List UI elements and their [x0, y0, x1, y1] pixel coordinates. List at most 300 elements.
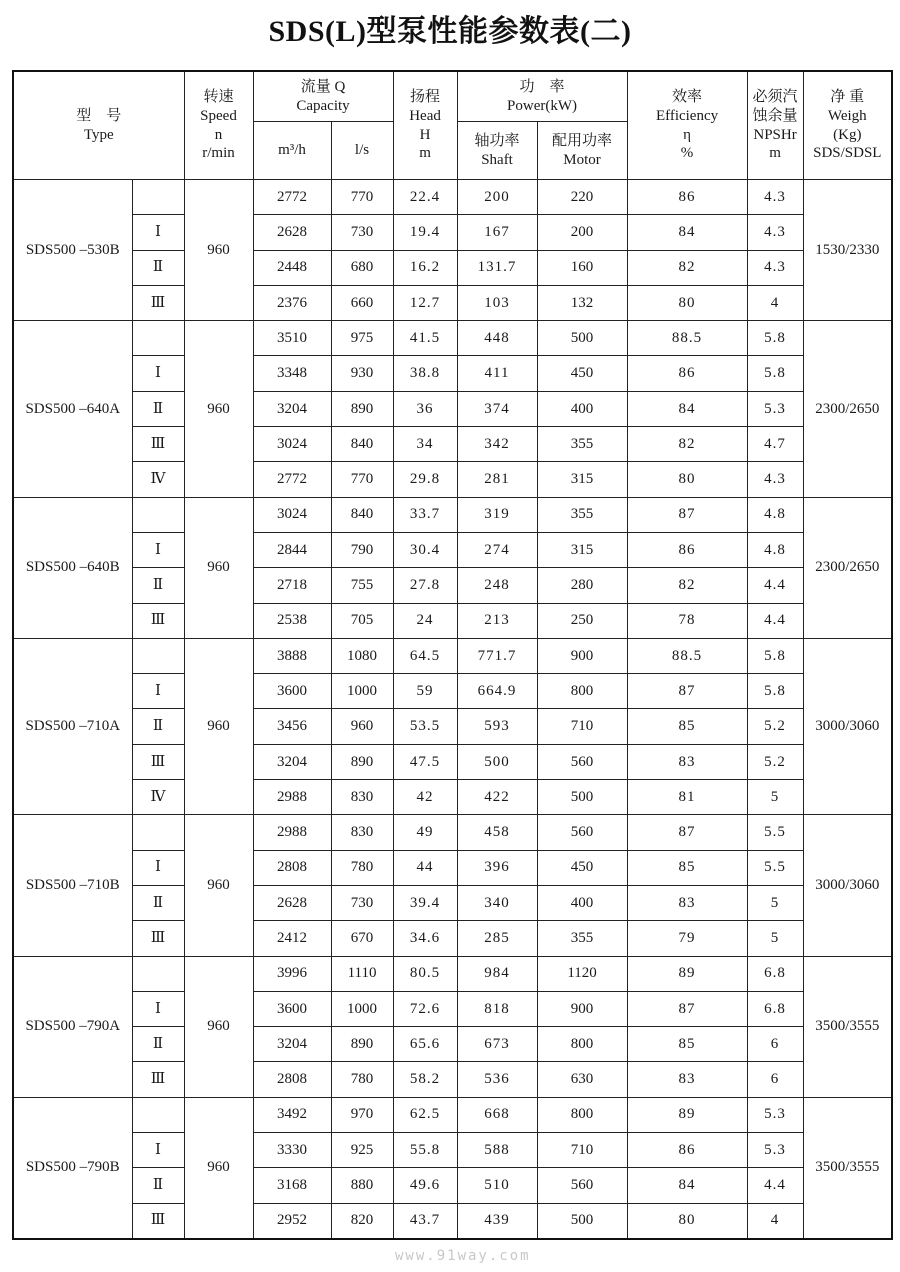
- model-name-line1: SDS500 –: [25, 718, 87, 735]
- capacity-ls: 890: [331, 744, 393, 779]
- model-name-line1: SDS500 –: [25, 1159, 88, 1176]
- table-row: [13, 885, 892, 920]
- capacity-ls: 880: [331, 1168, 393, 1203]
- motor-power: 500: [537, 321, 627, 356]
- table-row: [13, 250, 892, 285]
- npshr-value: 5.2: [747, 709, 803, 744]
- capacity-m3h: 3600: [253, 674, 331, 709]
- efficiency-value: 86: [627, 532, 747, 567]
- speed-cell: 960: [184, 1097, 253, 1239]
- head-value: 49.6: [393, 1168, 457, 1203]
- pump-performance-table: [12, 70, 893, 1240]
- capacity-m3h: 2412: [253, 921, 331, 956]
- speed-cell: 960: [184, 956, 253, 1097]
- impeller-stage: Ⅰ: [132, 674, 184, 709]
- weight-cell: 3500/3555: [803, 1097, 892, 1239]
- motor-power: 900: [537, 638, 627, 673]
- motor-power: 400: [537, 391, 627, 426]
- header-speed: 转速 Speed n r/min: [184, 71, 253, 180]
- shaft-power: 274: [457, 532, 537, 567]
- efficiency-value: 86: [627, 1133, 747, 1168]
- table-row: [13, 744, 892, 779]
- capacity-m3h: 3204: [253, 391, 331, 426]
- impeller-stage: Ⅱ: [132, 250, 184, 285]
- header-type: 型 号 Type: [13, 71, 184, 180]
- npshr-value: 5.3: [747, 391, 803, 426]
- header-weight: 净 重 Weigh (Kg) SDS/SDSL: [803, 71, 892, 180]
- efficiency-value: 80: [627, 1203, 747, 1239]
- table-row: [13, 427, 892, 462]
- capacity-m3h: 2628: [253, 215, 331, 250]
- efficiency-value: 87: [627, 815, 747, 850]
- model-name-line2: 640B: [87, 559, 120, 576]
- model-name-line2: 530B: [87, 241, 120, 258]
- motor-power: 800: [537, 1027, 627, 1062]
- capacity-m3h: 2772: [253, 180, 331, 215]
- table-row: [13, 497, 892, 532]
- head-value: 29.8: [393, 462, 457, 497]
- model-name-line1: SDS500 –: [25, 1018, 87, 1035]
- head-value: 16.2: [393, 250, 457, 285]
- capacity-ls: 730: [331, 885, 393, 920]
- efficiency-value: 81: [627, 780, 747, 815]
- head-value: 12.7: [393, 285, 457, 320]
- motor-power: 280: [537, 568, 627, 603]
- efficiency-value: 85: [627, 1027, 747, 1062]
- model-cell: [13, 321, 132, 497]
- efficiency-value: 89: [627, 1097, 747, 1132]
- motor-power: 560: [537, 815, 627, 850]
- motor-power: 400: [537, 885, 627, 920]
- capacity-ls: 790: [331, 532, 393, 567]
- table-header: [13, 71, 892, 180]
- head-value: 58.2: [393, 1062, 457, 1097]
- npshr-value: 4.3: [747, 215, 803, 250]
- impeller-stage: [132, 638, 184, 673]
- efficiency-value: 86: [627, 180, 747, 215]
- model-name-line2: 640A: [86, 400, 121, 417]
- table-row: [13, 1133, 892, 1168]
- shaft-power: 673: [457, 1027, 537, 1062]
- shaft-power: 319: [457, 497, 537, 532]
- head-value: 55.8: [393, 1133, 457, 1168]
- shaft-power: 668: [457, 1097, 537, 1132]
- model-cell: [13, 956, 132, 1097]
- table-body: [13, 180, 892, 1239]
- efficiency-value: 80: [627, 462, 747, 497]
- npshr-value: 4.4: [747, 568, 803, 603]
- table-row: [13, 462, 892, 497]
- impeller-stage: Ⅲ: [132, 1203, 184, 1239]
- motor-power: 315: [537, 462, 627, 497]
- efficiency-value: 86: [627, 356, 747, 391]
- capacity-m3h: 3600: [253, 991, 331, 1026]
- weight-cell: 3000/3060: [803, 815, 892, 956]
- shaft-power: 664.9: [457, 674, 537, 709]
- motor-power: 1120: [537, 956, 627, 991]
- model-name-line1: SDS500 –: [25, 400, 87, 417]
- npshr-value: 4.4: [747, 603, 803, 638]
- npshr-value: 5.8: [747, 674, 803, 709]
- capacity-ls: 930: [331, 356, 393, 391]
- motor-power: 220: [537, 180, 627, 215]
- capacity-m3h: 2952: [253, 1203, 331, 1239]
- motor-power: 355: [537, 497, 627, 532]
- capacity-ls: 755: [331, 568, 393, 603]
- impeller-stage: Ⅲ: [132, 427, 184, 462]
- efficiency-value: 85: [627, 850, 747, 885]
- shaft-power: 374: [457, 391, 537, 426]
- npshr-value: 6.8: [747, 956, 803, 991]
- page-title: SDS(L)型泵性能参数表(二): [268, 15, 632, 48]
- model-name-line2: 790B: [87, 1159, 120, 1176]
- weight-cell: 1530/2330: [803, 180, 892, 321]
- model-name-line1: SDS500 –: [25, 877, 88, 894]
- impeller-stage: Ⅱ: [132, 391, 184, 426]
- head-value: 33.7: [393, 497, 457, 532]
- shaft-power: 248: [457, 568, 537, 603]
- npshr-value: 4.3: [747, 462, 803, 497]
- capacity-ls: 1000: [331, 674, 393, 709]
- efficiency-value: 88.5: [627, 638, 747, 673]
- efficiency-value: 84: [627, 215, 747, 250]
- capacity-m3h: 3330: [253, 1133, 331, 1168]
- model-name-line1: SDS500 –: [25, 241, 88, 258]
- shaft-power: 281: [457, 462, 537, 497]
- impeller-stage: [132, 497, 184, 532]
- capacity-ls: 1000: [331, 991, 393, 1026]
- motor-power: 355: [537, 427, 627, 462]
- motor-power: 500: [537, 780, 627, 815]
- header-capacity: 流量 Q Capacity: [253, 71, 393, 122]
- header-head: 扬程 Head H m: [393, 71, 457, 180]
- capacity-ls: 890: [331, 1027, 393, 1062]
- motor-power: 315: [537, 532, 627, 567]
- efficiency-value: 88.5: [627, 321, 747, 356]
- shaft-power: 340: [457, 885, 537, 920]
- motor-power: 450: [537, 356, 627, 391]
- header-power-motor: 配用功率 Motor: [537, 122, 627, 180]
- impeller-stage: Ⅳ: [132, 462, 184, 497]
- impeller-stage: Ⅰ: [132, 850, 184, 885]
- table-row: [13, 991, 892, 1026]
- head-value: 30.4: [393, 532, 457, 567]
- impeller-stage: Ⅲ: [132, 1062, 184, 1097]
- motor-power: 560: [537, 744, 627, 779]
- capacity-ls: 890: [331, 391, 393, 426]
- capacity-ls: 780: [331, 1062, 393, 1097]
- shaft-power: 422: [457, 780, 537, 815]
- shaft-power: 396: [457, 850, 537, 885]
- efficiency-value: 79: [627, 921, 747, 956]
- model-cell: [13, 497, 132, 638]
- capacity-m3h: 3510: [253, 321, 331, 356]
- shaft-power: 458: [457, 815, 537, 850]
- capacity-m3h: 3888: [253, 638, 331, 673]
- capacity-m3h: 2376: [253, 285, 331, 320]
- capacity-ls: 780: [331, 850, 393, 885]
- capacity-m3h: 2448: [253, 250, 331, 285]
- shaft-power: 588: [457, 1133, 537, 1168]
- efficiency-value: 87: [627, 991, 747, 1026]
- capacity-m3h: 2718: [253, 568, 331, 603]
- npshr-value: 5.3: [747, 1097, 803, 1132]
- capacity-m3h: 3996: [253, 956, 331, 991]
- impeller-stage: Ⅰ: [132, 532, 184, 567]
- head-value: 65.6: [393, 1027, 457, 1062]
- shaft-power: 818: [457, 991, 537, 1026]
- table-row: [13, 285, 892, 320]
- head-value: 36: [393, 391, 457, 426]
- table-row: [13, 638, 892, 673]
- capacity-m3h: 2538: [253, 603, 331, 638]
- npshr-value: 4.8: [747, 497, 803, 532]
- head-value: 59: [393, 674, 457, 709]
- npshr-value: 4.7: [747, 427, 803, 462]
- motor-power: 500: [537, 1203, 627, 1239]
- npshr-value: 5.5: [747, 815, 803, 850]
- head-value: 44: [393, 850, 457, 885]
- impeller-stage: Ⅰ: [132, 1133, 184, 1168]
- table-row: [13, 709, 892, 744]
- motor-power: 355: [537, 921, 627, 956]
- head-value: 34.6: [393, 921, 457, 956]
- efficiency-value: 85: [627, 709, 747, 744]
- head-value: 38.8: [393, 356, 457, 391]
- motor-power: 132: [537, 285, 627, 320]
- npshr-value: 6.8: [747, 991, 803, 1026]
- efficiency-value: 83: [627, 885, 747, 920]
- speed-cell: 960: [184, 321, 253, 497]
- shaft-power: 200: [457, 180, 537, 215]
- capacity-ls: 660: [331, 285, 393, 320]
- npshr-value: 6: [747, 1062, 803, 1097]
- motor-power: 800: [537, 674, 627, 709]
- table-row: [13, 780, 892, 815]
- npshr-value: 5: [747, 780, 803, 815]
- capacity-ls: 730: [331, 215, 393, 250]
- table-row: [13, 321, 892, 356]
- efficiency-value: 89: [627, 956, 747, 991]
- capacity-m3h: 3024: [253, 427, 331, 462]
- npshr-value: 4.4: [747, 1168, 803, 1203]
- impeller-stage: [132, 815, 184, 850]
- motor-power: 200: [537, 215, 627, 250]
- npshr-value: 5.2: [747, 744, 803, 779]
- impeller-stage: [132, 1097, 184, 1132]
- impeller-stage: Ⅱ: [132, 1027, 184, 1062]
- shaft-power: 213: [457, 603, 537, 638]
- motor-power: 250: [537, 603, 627, 638]
- impeller-stage: [132, 321, 184, 356]
- capacity-ls: 830: [331, 780, 393, 815]
- impeller-stage: Ⅰ: [132, 991, 184, 1026]
- shaft-power: 285: [457, 921, 537, 956]
- npshr-value: 5.5: [747, 850, 803, 885]
- npshr-value: 4.3: [747, 180, 803, 215]
- speed-cell: 960: [184, 180, 253, 321]
- impeller-stage: Ⅱ: [132, 568, 184, 603]
- capacity-ls: 830: [331, 815, 393, 850]
- npshr-value: 5.8: [747, 638, 803, 673]
- capacity-m3h: 2808: [253, 1062, 331, 1097]
- head-value: 24: [393, 603, 457, 638]
- capacity-ls: 670: [331, 921, 393, 956]
- table-row: [13, 921, 892, 956]
- capacity-m3h: 3024: [253, 497, 331, 532]
- table-row: [13, 1097, 892, 1132]
- efficiency-value: 82: [627, 250, 747, 285]
- shaft-power: 536: [457, 1062, 537, 1097]
- efficiency-value: 83: [627, 744, 747, 779]
- weight-cell: 2300/2650: [803, 497, 892, 638]
- shaft-power: 439: [457, 1203, 537, 1239]
- header-capacity-ls: l/s: [331, 122, 393, 180]
- header-power-shaft: 轴功率 Shaft: [457, 122, 537, 180]
- motor-power: 800: [537, 1097, 627, 1132]
- head-value: 22.4: [393, 180, 457, 215]
- shaft-power: 131.7: [457, 250, 537, 285]
- npshr-value: 5.8: [747, 321, 803, 356]
- motor-power: 710: [537, 709, 627, 744]
- speed-cell: 960: [184, 497, 253, 638]
- impeller-stage: Ⅱ: [132, 709, 184, 744]
- weight-cell: 3000/3060: [803, 638, 892, 814]
- table-row: [13, 180, 892, 215]
- speed-cell: 960: [184, 638, 253, 814]
- capacity-ls: 1110: [331, 956, 393, 991]
- table-row: [13, 956, 892, 991]
- header-npshr: 必须汽 蚀余量 NPSHr m: [747, 71, 803, 180]
- npshr-value: 5: [747, 921, 803, 956]
- motor-power: 160: [537, 250, 627, 285]
- motor-power: 900: [537, 991, 627, 1026]
- impeller-stage: Ⅲ: [132, 603, 184, 638]
- head-value: 34: [393, 427, 457, 462]
- capacity-m3h: 3204: [253, 744, 331, 779]
- table-row: [13, 391, 892, 426]
- capacity-m3h: 3348: [253, 356, 331, 391]
- impeller-stage: Ⅲ: [132, 744, 184, 779]
- efficiency-value: 82: [627, 427, 747, 462]
- shaft-power: 984: [457, 956, 537, 991]
- capacity-ls: 840: [331, 497, 393, 532]
- motor-power: 560: [537, 1168, 627, 1203]
- efficiency-value: 82: [627, 568, 747, 603]
- model-name-line2: 710A: [86, 718, 121, 735]
- shaft-power: 342: [457, 427, 537, 462]
- impeller-stage: Ⅲ: [132, 921, 184, 956]
- npshr-value: 4: [747, 285, 803, 320]
- table-row: [13, 532, 892, 567]
- capacity-ls: 770: [331, 180, 393, 215]
- impeller-stage: [132, 956, 184, 991]
- npshr-value: 5.8: [747, 356, 803, 391]
- efficiency-value: 87: [627, 674, 747, 709]
- capacity-ls: 970: [331, 1097, 393, 1132]
- capacity-m3h: 2988: [253, 780, 331, 815]
- motor-power: 450: [537, 850, 627, 885]
- head-value: 49: [393, 815, 457, 850]
- motor-power: 630: [537, 1062, 627, 1097]
- head-value: 53.5: [393, 709, 457, 744]
- model-name-line2: 790A: [86, 1018, 121, 1035]
- shaft-power: 411: [457, 356, 537, 391]
- impeller-stage: Ⅳ: [132, 780, 184, 815]
- model-cell: [13, 815, 132, 956]
- capacity-ls: 770: [331, 462, 393, 497]
- head-value: 43.7: [393, 1203, 457, 1239]
- shaft-power: 510: [457, 1168, 537, 1203]
- header-power: 功 率 Power(kW): [457, 71, 627, 122]
- model-cell: [13, 180, 132, 321]
- model-name-line2: 710B: [87, 877, 120, 894]
- head-value: 72.6: [393, 991, 457, 1026]
- capacity-m3h: 2772: [253, 462, 331, 497]
- head-value: 27.8: [393, 568, 457, 603]
- impeller-stage: Ⅰ: [132, 356, 184, 391]
- efficiency-value: 84: [627, 1168, 747, 1203]
- capacity-ls: 960: [331, 709, 393, 744]
- npshr-value: 6: [747, 1027, 803, 1062]
- impeller-stage: Ⅱ: [132, 1168, 184, 1203]
- watermark: www.91way.com: [395, 1248, 531, 1264]
- impeller-stage: Ⅲ: [132, 285, 184, 320]
- capacity-ls: 1080: [331, 638, 393, 673]
- speed-cell: 960: [184, 815, 253, 956]
- shaft-power: 771.7: [457, 638, 537, 673]
- table-row: [13, 1203, 892, 1239]
- header-efficiency: 效率 Efficiency η %: [627, 71, 747, 180]
- head-value: 42: [393, 780, 457, 815]
- table-row: [13, 568, 892, 603]
- table-row: [13, 1062, 892, 1097]
- shaft-power: 167: [457, 215, 537, 250]
- capacity-ls: 820: [331, 1203, 393, 1239]
- capacity-ls: 925: [331, 1133, 393, 1168]
- capacity-ls: 680: [331, 250, 393, 285]
- head-value: 39.4: [393, 885, 457, 920]
- weight-cell: 3500/3555: [803, 956, 892, 1097]
- npshr-value: 4.3: [747, 250, 803, 285]
- model-cell: [13, 1097, 132, 1239]
- table-row: [13, 215, 892, 250]
- impeller-stage: Ⅰ: [132, 215, 184, 250]
- efficiency-value: 83: [627, 1062, 747, 1097]
- table-row: [13, 1168, 892, 1203]
- capacity-m3h: 3204: [253, 1027, 331, 1062]
- capacity-m3h: 3492: [253, 1097, 331, 1132]
- head-value: 47.5: [393, 744, 457, 779]
- capacity-ls: 705: [331, 603, 393, 638]
- capacity-m3h: 3168: [253, 1168, 331, 1203]
- weight-cell: 2300/2650: [803, 321, 892, 497]
- capacity-m3h: 2808: [253, 850, 331, 885]
- capacity-ls: 840: [331, 427, 393, 462]
- efficiency-value: 78: [627, 603, 747, 638]
- capacity-m3h: 3456: [253, 709, 331, 744]
- efficiency-value: 87: [627, 497, 747, 532]
- npshr-value: 5.3: [747, 1133, 803, 1168]
- npshr-value: 4: [747, 1203, 803, 1239]
- capacity-ls: 975: [331, 321, 393, 356]
- head-value: 19.4: [393, 215, 457, 250]
- model-cell: [13, 638, 132, 814]
- shaft-power: 593: [457, 709, 537, 744]
- head-value: 64.5: [393, 638, 457, 673]
- efficiency-value: 80: [627, 285, 747, 320]
- header-capacity-m3h: m³/h: [253, 122, 331, 180]
